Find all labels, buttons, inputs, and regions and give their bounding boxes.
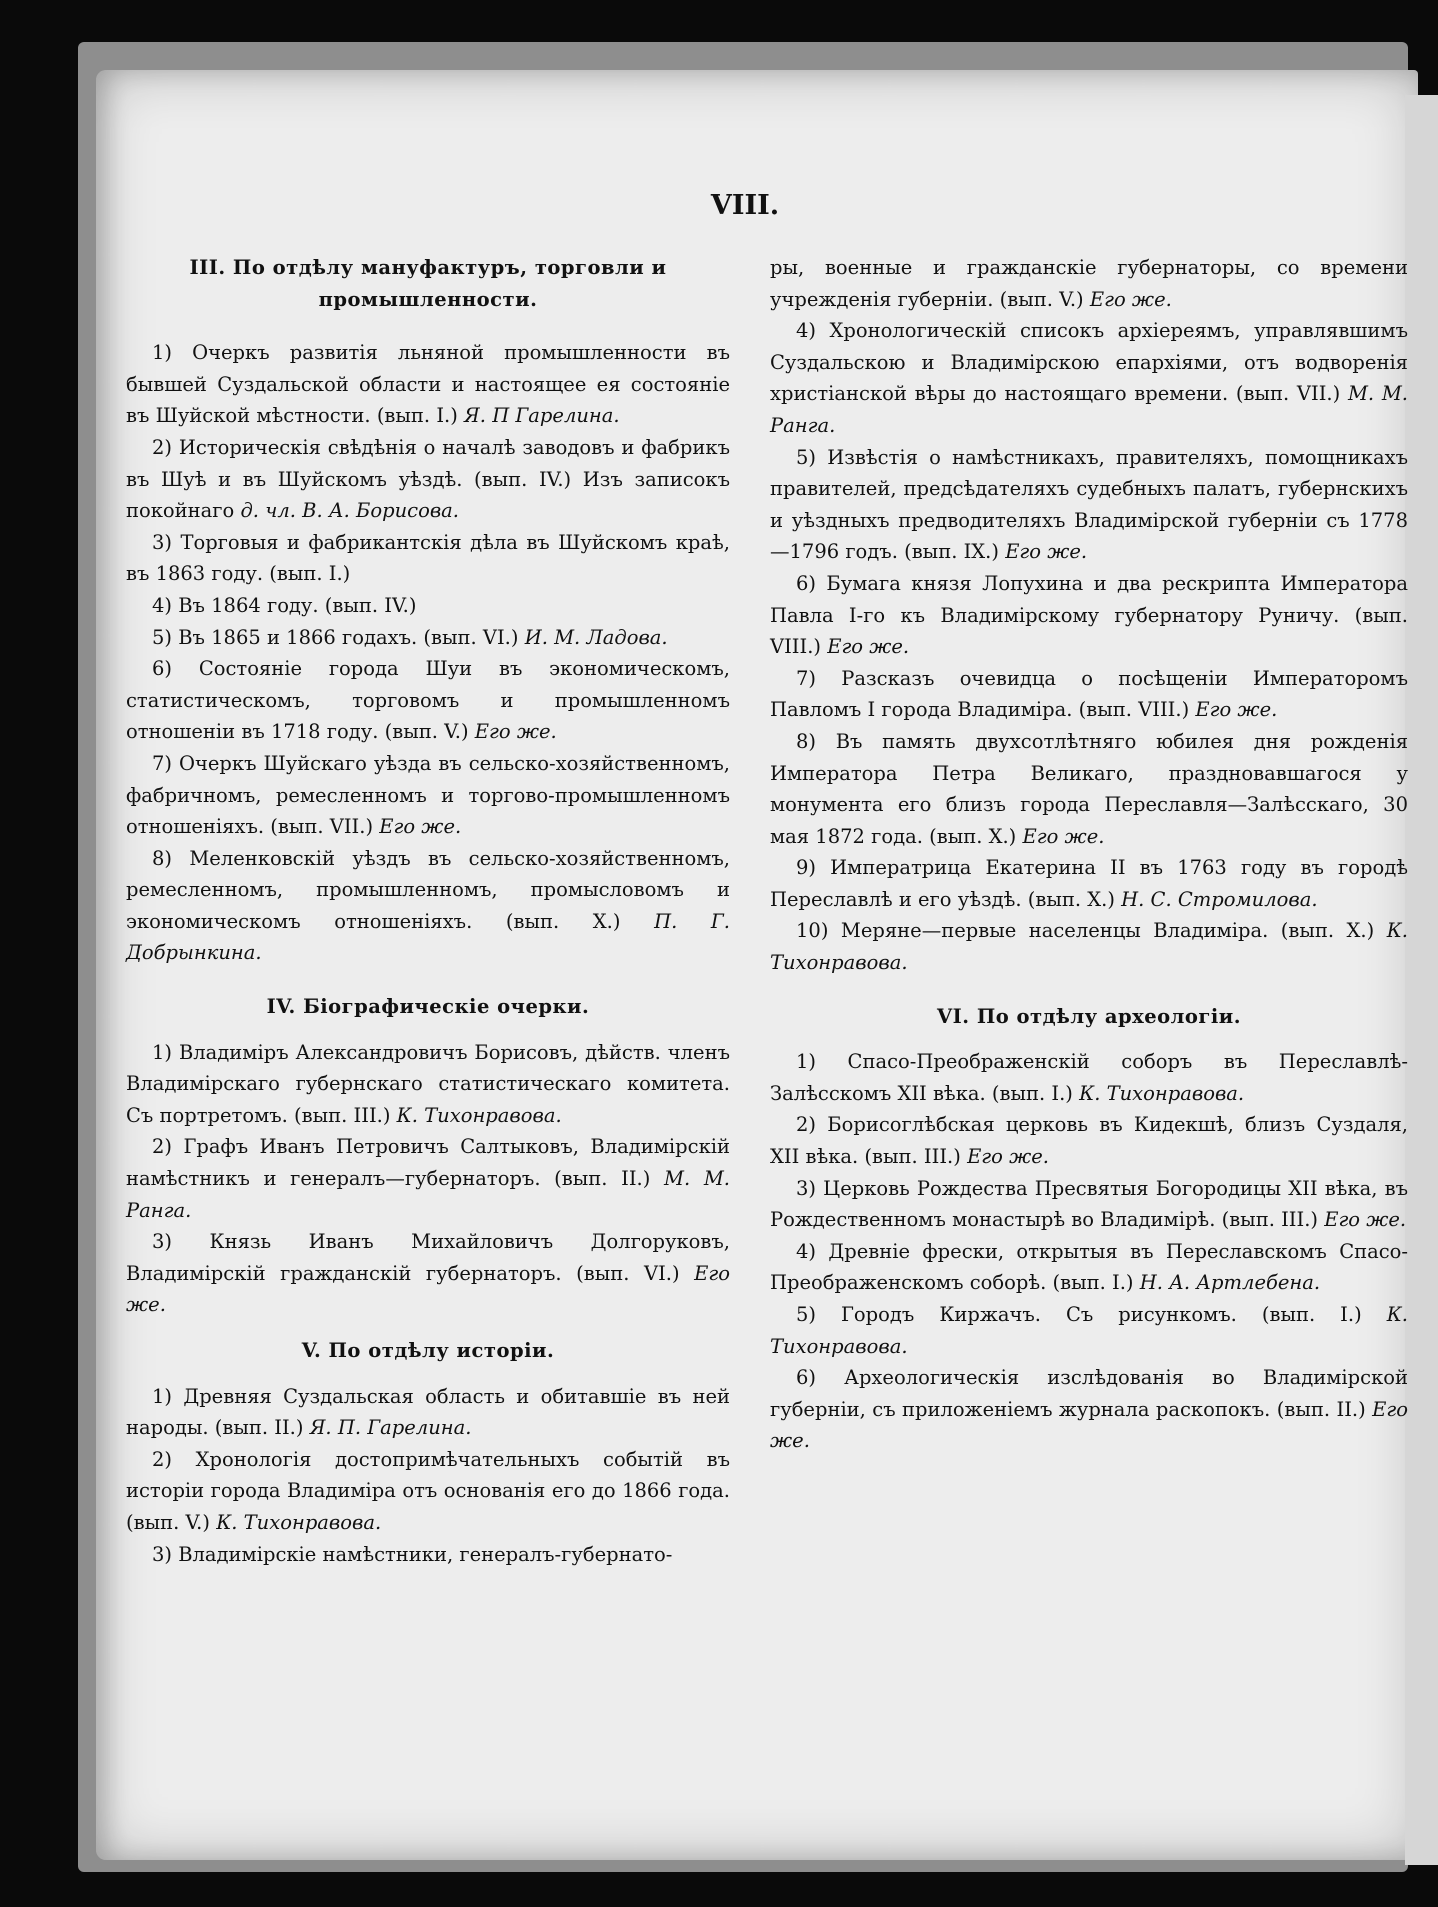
right-column xyxy=(770,252,1408,1457)
list-item: 2) Хронологія достопримѣчательныхъ событій въ исторіи города Владиміра отъ основанія его до 1866 года. (вып. V.) К. Тихонравова. xyxy=(126,1447,730,1534)
list-item: 2) Историческія свѣдѣнія о началѣ заводовъ и фабрикъ въ Шуѣ и въ Шуйскомъ уѣздѣ. (вып. IV.) Изъ записокъ покойнаго д. чл. В. А. Борисова. xyxy=(126,435,730,523)
list-item: 5) Въ 1865 и 1866 годахъ. (вып. VI.) И. М. Ладова. xyxy=(152,625,668,649)
list-item: 6) Состояніе города Шуи въ экономическомъ, статистическомъ, торговомъ и промышленномъ отношеніи въ 1718 году. (вып. V.) Его же. xyxy=(126,657,730,744)
adjacent-page-edge xyxy=(1405,95,1438,1865)
section-heading-3: III. По отдѣлу мануфактуръ, торговли и промышленности. xyxy=(189,256,667,311)
list-item: 6) Бумага князя Лопухина и два рескрипта Императора Павла I-го къ Владимірскому губернатору Руничу. (вып. VIII.) Его же. xyxy=(770,571,1408,659)
list-item: 1) Древняя Суздальская область и обитавшіе въ ней народы. (вып. II.) Я. П. Гарелина. xyxy=(126,1384,730,1440)
list-item-continuation: ры, военные и гражданскіе губернаторы, со времени учрежденія губерніи. (вып. V.) Его же. xyxy=(770,256,1408,311)
list-item: 9) Императрица Екатерина II въ 1763 году въ городѣ Переславлѣ и его уѣздѣ. (вып. X.) Н. С. Стромилова. xyxy=(770,856,1408,911)
list-item: 4) Въ 1864 году. (вып. IV.) xyxy=(152,593,417,617)
list-item: 8) Меленковскій уѣздъ въ сельско-хозяйственномъ, ремесленномъ, промышленномъ, промысловомъ и экономическомъ отношеніяхъ. (вып. X.) П. Г. Добрынкина. xyxy=(126,846,731,965)
list-item: 5) Городъ Киржачъ. Съ рисункомъ. (вып. I.) К. Тихонравова. xyxy=(770,1303,1408,1358)
list-item: 1) Спасо-Преображенскій соборъ въ Переславлѣ-Залѣсскомъ XII вѣка. (вып. I.) К. Тихонравова. xyxy=(770,1050,1408,1105)
list-item: 10) Меряне—первые населенцы Владиміра. (вып. X.) К. Тихонравова. xyxy=(770,919,1408,975)
list-item: 1) Владиміръ Александровичъ Борисовъ, дѣйств. членъ Владимірскаго губернскаго статистическаго комитета. Съ портретомъ. (вып. III.) К. Тихонравова. xyxy=(126,1040,730,1127)
list-item: 3) Церковь Рождества Пресвятыя Богородицы XII вѣка, въ Рождественномъ монастырѣ во Владимірѣ. (вып. III.) Его же. xyxy=(770,1176,1408,1232)
page-number: VIII. xyxy=(710,190,780,221)
list-item: 3) Князь Иванъ Михайловичъ Долгоруковъ, Владимірскій гражданскій губернаторъ. (вып. VI.) Его же. xyxy=(126,1230,731,1317)
section-heading-4: IV. Біографическіе очерки. xyxy=(266,995,590,1019)
list-item: 7) Разсказъ очевидца о посѣщеніи Императоромъ Павломъ I города Владиміра. (вып. VIII.) Его же. xyxy=(770,666,1408,722)
list-item: 6) Археологическія изслѣдованія во Владимірской губерніи, съ приложеніемъ журнала раскопокъ. (вып. II.) Его же. xyxy=(770,1366,1408,1453)
section-heading-6: VI. По отдѣлу археологіи. xyxy=(936,1004,1242,1028)
list-item: 2) Графъ Иванъ Петровичъ Салтыковъ, Владимірскій намѣстникъ и генералъ—губернаторъ. (вып. II.) М. М. Ранга. xyxy=(126,1135,730,1222)
list-item: 2) Борисоглѣбская церковь въ Кидекшѣ, близъ Суздаля, XII вѣка. (вып. III.) Его же. xyxy=(770,1113,1408,1169)
list-item: 8) Въ память двухсотлѣтняго юбилея дня рожденія Императора Петра Великаго, праздновавшагося у монумента его близъ города Переславля—Залѣсскаго, 30 мая 1872 года. (вып. X.) Его же. xyxy=(770,729,1408,848)
list-item: 4) Древніе фрески, открытыя въ Переславскомъ Спасо-Преображенскомъ соборѣ. (вып. I.) Н. А. Артлебена. xyxy=(770,1239,1408,1295)
section-heading-5: V. По отдѣлу исторіи. xyxy=(301,1339,555,1362)
list-item: 3) Торговыя и фабрикантскія дѣла въ Шуйскомъ краѣ, въ 1863 году. (вып. I.) xyxy=(126,530,730,586)
list-item: 3) Владимірскіе намѣстники, генералъ-губернато- xyxy=(152,1542,673,1566)
list-item: 5) Извѣстія о намѣстникахъ, правителяхъ, помощникахъ правителей, предсѣдателяхъ судебныхъ палатъ, губернскихъ и уѣздныхъ предводителяхъ Владимірской губерніи съ 1778—1796 годъ. (вып. IX.) Его же. xyxy=(770,445,1408,564)
left-column xyxy=(126,252,730,1570)
list-item: 7) Очеркъ Шуйскаго уѣзда въ сельско-хозяйственномъ, фабричномъ, ремесленномъ и торгово-промышленномъ отношеніяхъ. (вып. VII.) Его же. xyxy=(126,751,730,839)
list-item: 1) Очеркъ развитія льняной промышленности въ бывшей Суздальской области и настоящее ея состояніе въ Шуйской мѣстности. (вып. I.) Я. П Гарелина. xyxy=(126,341,730,428)
list-item: 4) Хронологическій списокъ архіереямъ, управлявшимъ Суздальскою и Владимірскою епархіями, отъ водворенія христіанской вѣры до настоящаго времени. (вып. VII.) М. М. Ранга. xyxy=(770,319,1408,437)
